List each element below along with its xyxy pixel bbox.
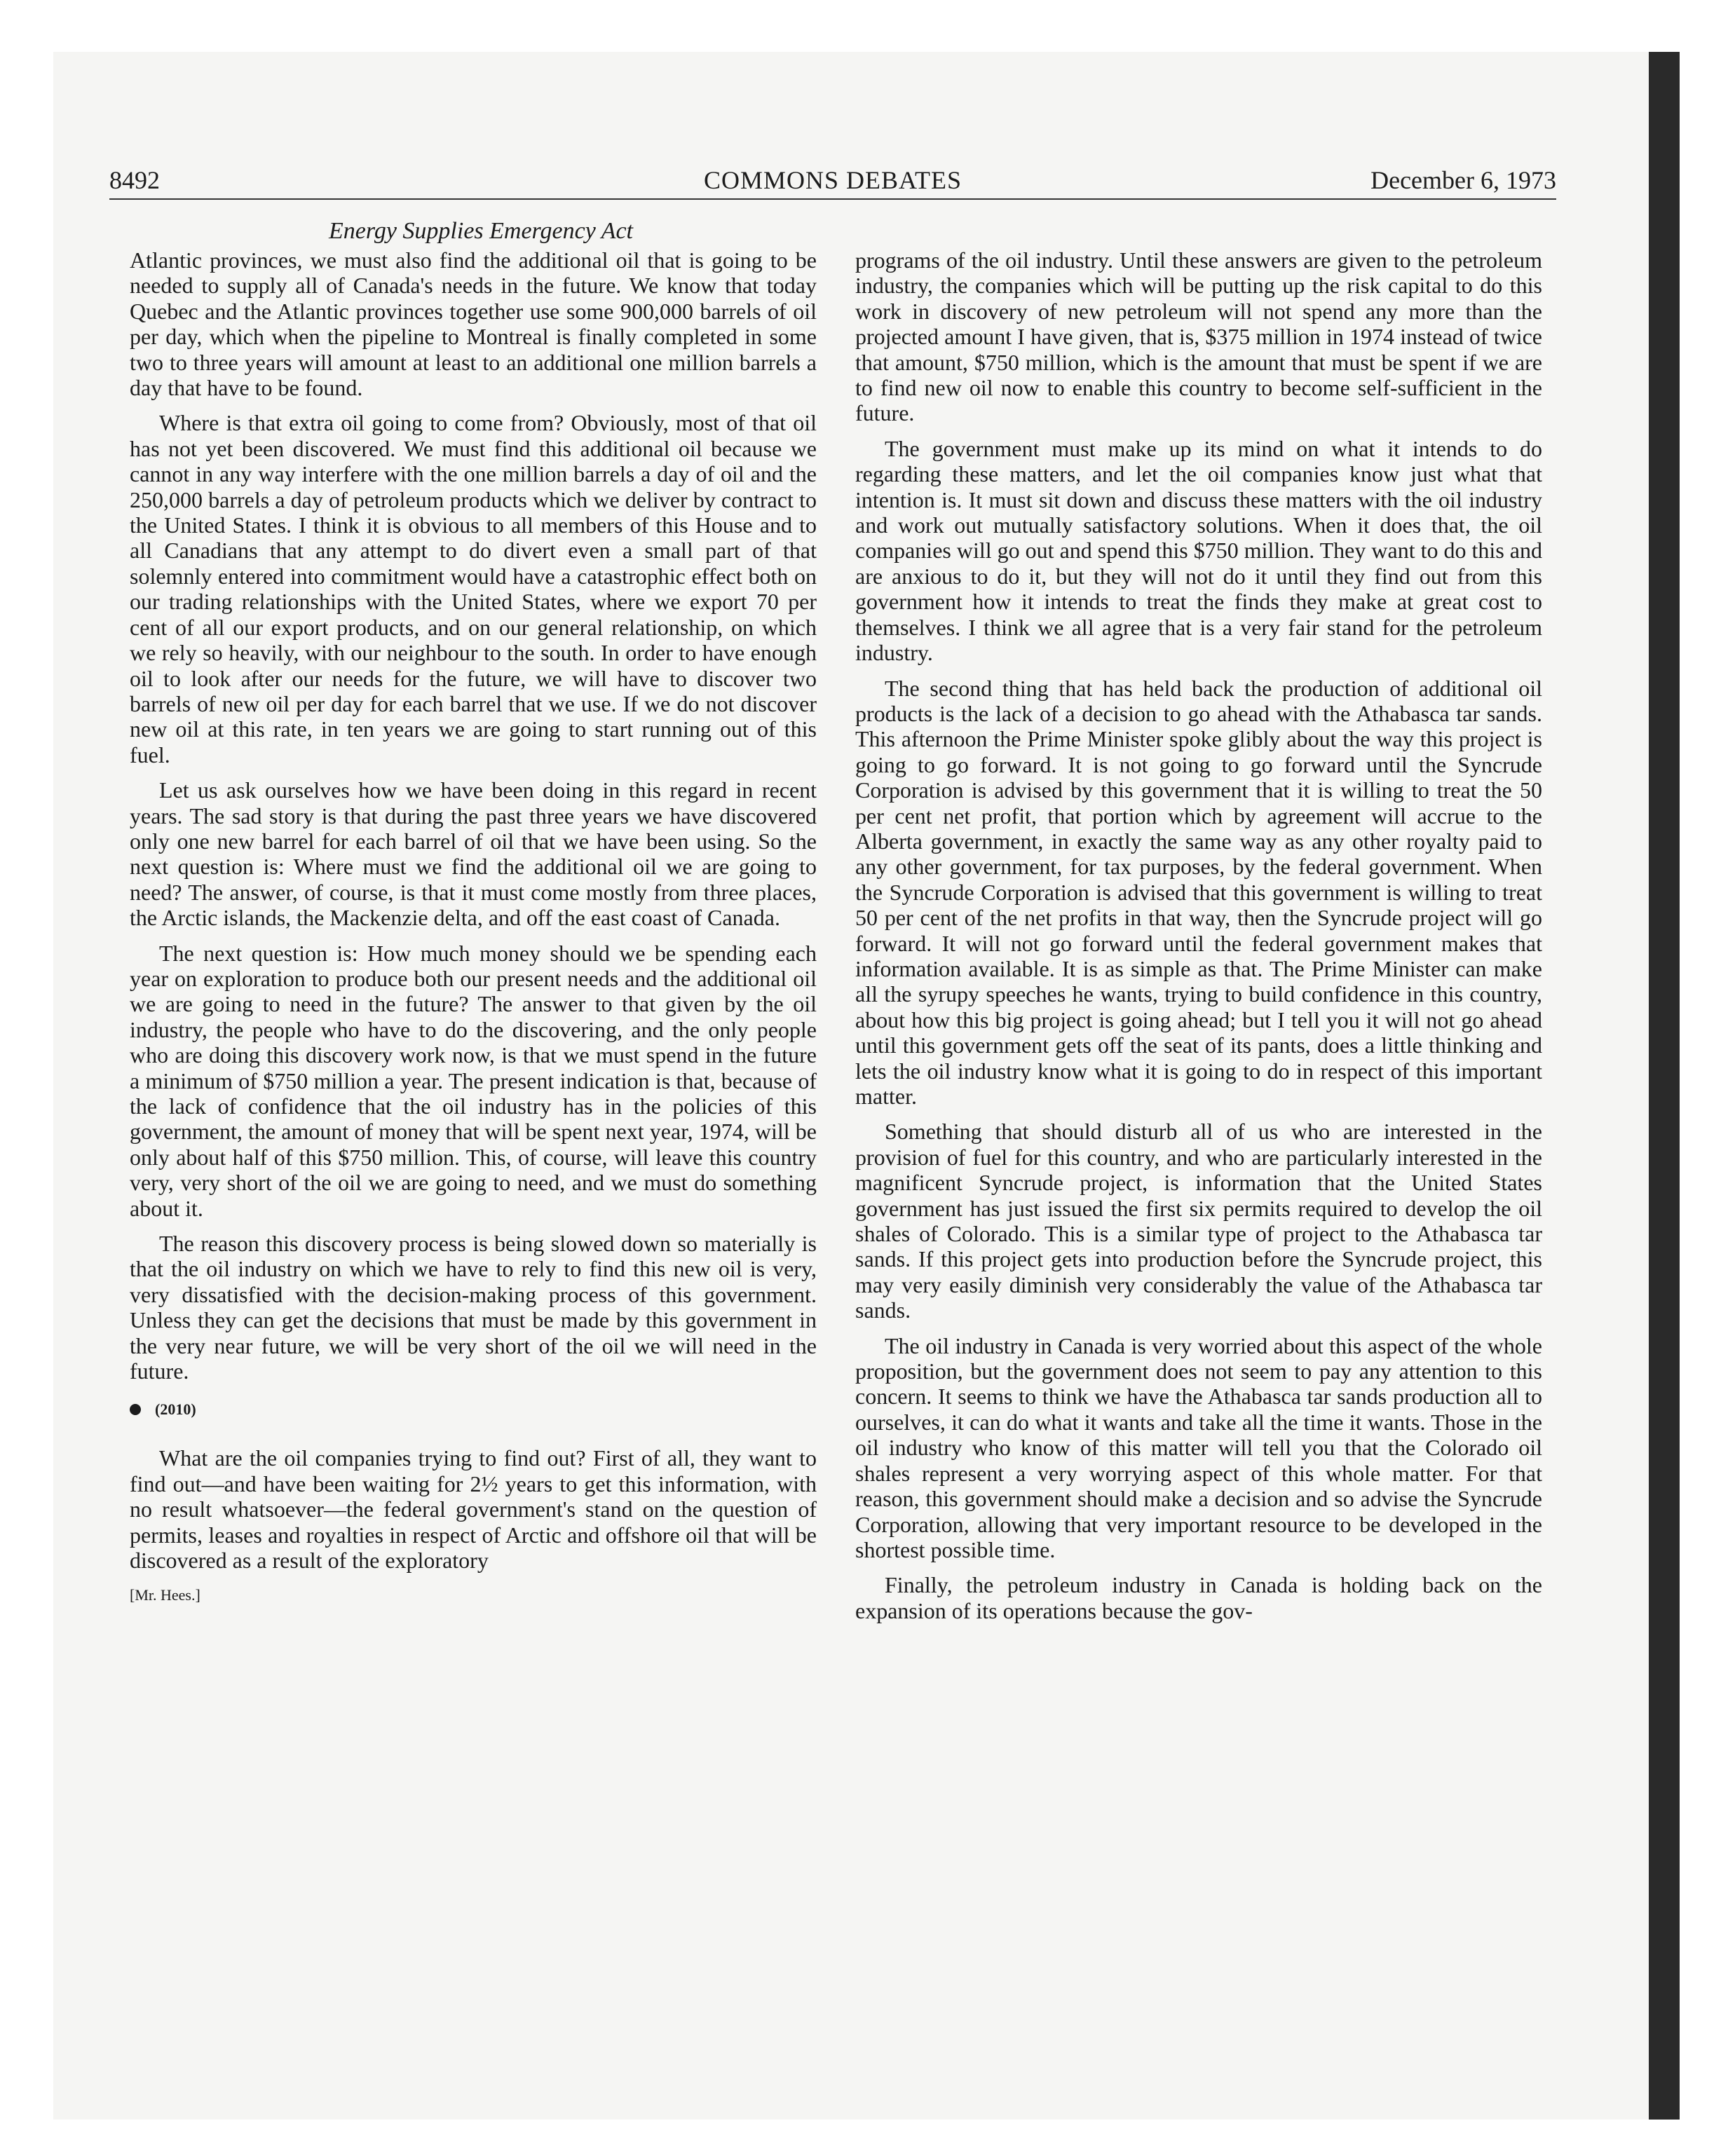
left-column bbox=[130, 247, 817, 1606]
paragraph: The reason this discovery process is being slowed down so materially is that the oil industry on which we have to rely to find this new oil is very, very dissatisfied with the decision-making process of this government. Unless they can get the decisions that must be made by this government in the very near future, we will be very short of the oil we will need in the future. bbox=[130, 1231, 817, 1384]
paragraph: The second thing that has held back the production of additional oil products is the lack of a decision to go ahead with the Athabasca tar sands. This afternoon the Prime Minister spoke glibly about the way this project is going to go forward. It is not going to go forward until the Syncrude Corporation is advised by this government that it is willing to treat the 50 per cent net profit, that portion which by agreement will accrue to the Alberta government, in exactly the same way as any other royalty paid to any other government, for tax purposes, by the federal government. When the Syncrude Corporation is advised that this government is willing to treat 50 per cent of the net profits in that way, then the Syncrude project will go forward. It will not go forward until the federal government makes that information available. It is as simple as that. The Prime Minister can make all the syrupy speeches he wants, trying to build confidence in this country, about how this big project is going ahead; but I tell you it will not go ahead until this government gets off the seat of its pants, does a little thinking and lets the oil industry know what it is going to do in respect of this important matter. bbox=[855, 675, 1542, 1109]
bullet-dot-icon bbox=[130, 1404, 141, 1415]
publication-title: COMMONS DEBATES bbox=[703, 166, 962, 194]
paragraph: Where is that extra oil going to come from? Obviously, most of that oil has not yet been discovered. We must find this additional oil because we cannot in any way interfere with the one million barrels a day of oil and the 250,000 barrels a day of petroleum products which we deliver by contract to the United States. I think it is obvious to all members of this House and to all Canadians that any attempt to do divert even a small part of that solemnly entered into commitment would have a catastrophic effect both on our trading relationships with the United States, where we export 70 per cent of all our export products, and on our general relationship, on which we rely so heavily, with our neighbour to the south. In order to have enough oil to look after our needs for the future, we will have to discover two barrels of new oil per day for each barrel that we use. If we do not discover new oil at this rate, in ten years we are going to start running out of this fuel. bbox=[130, 410, 817, 767]
right-column bbox=[855, 247, 1542, 1633]
section-subheading: Energy Supplies Emergency Act bbox=[329, 218, 633, 244]
running-header bbox=[109, 163, 1556, 198]
paragraph: The next question is: How much money should we be spending each year on exploration to produce both our present needs and the additional oil we are going to need in the future? The answer to that given by the oil industry, the people who have to do the discovering, and the only people who are doing this discovery work now, is that we must spend in the future a minimum of $750 million a year. The present indication is that, because of the lack of confidence that the oil industry has in the policies of this government, the amount of money that will be spent next year, 1974, will be only about half of this $750 million. This, of course, will leave this country very, very short of the oil we are going to need, and we must do something about it. bbox=[130, 940, 817, 1221]
paragraph: Atlantic provinces, we must also find the additional oil that is going to be needed to supply all of Canada's needs in the future. We know that today Quebec and the Atlantic provinces together use some 900,000 barrels of oil per day, which when the pipeline to Montreal is finally completed in some two to three years will amount at least to an additional one million barrels a day that have to be found. bbox=[130, 247, 817, 401]
paragraph: Finally, the petroleum industry in Canada is holding back on the expansion of its operations because the gov- bbox=[855, 1572, 1542, 1623]
paragraph: programs of the oil industry. Until these answers are given to the petroleum industry, the companies which will be putting up the risk capital to do this work in discovery of new petroleum will not spend any more than the projected amount I have given, that is, $375 million in 1974 instead of twice that amount, $750 million, which is the amount that must be spent if we are to find new oil now to enable this country to become self-sufficient in the future. bbox=[855, 247, 1542, 426]
paragraph: Something that should disturb all of us who are interested in the provision of fuel for this country, and who are particularly interested in the magnificent Syncrude project, is information that the United States government has just issued the first six permits required to develop the oil shales of Colorado. This is a similar type of project to the Athabasca tar sands. If this project gets into production before the Syncrude project, this may very easily diminish very considerably the value of the Athabasca tar sands. bbox=[855, 1119, 1542, 1323]
header-rule bbox=[109, 198, 1556, 200]
paragraph: The government must make up its mind on what it intends to do regarding these matters, and let the oil companies know just what that intention is. It must sit down and discuss these matters with the oil industry and work out mutually satisfactory solutions. When it does that, the oil companies will go out and spend this $750 million. They want to do this and are anxious to do it, but they will not do it until they find out from this government how it intends to treat the finds they make at great cost to themselves. I think we all agree that is a very fair stand for the petroleum industry. bbox=[855, 435, 1542, 666]
page-number: 8492 bbox=[109, 166, 160, 194]
paragraph: The oil industry in Canada is very worried about this aspect of the whole proposition, but the government does not seem to pay any attention to this concern. It seems to think we have the Athabasca tar sands production all to ourselves, it can do what it wants and take all the time it wants. Those in the oil industry who know of this matter will tell you that the Colorado oil shales represent a very worrying aspect of this whole matter. For that reason, this government should make a decision and so advise the Syncrude Corporation, allowing that very important resource to be developed in the shortest possible time. bbox=[855, 1332, 1542, 1562]
time-marker bbox=[130, 1399, 817, 1420]
speaker-attribution: [Mr. Hees.] bbox=[130, 1585, 200, 1604]
paragraph: Let us ask ourselves how we have been doing in this regard in recent years. The sad story is that during the past three years we have discovered only one new barrel for each barrel of oil that we have been using. So the next question is: Where must we find the additional oil we are going to need? The answer, of course, is that it must come mostly from three places, the Arctic islands, the Mackenzie delta, and off the east coast of Canada. bbox=[130, 777, 817, 931]
time-marker-text: (2010) bbox=[155, 1400, 196, 1419]
scan-edge-shadow bbox=[1649, 52, 1680, 2120]
paragraph: What are the oil companies trying to find out? First of all, they want to find out—and have been waiting for 2½ years to get this information, with no result whatsoever—the federal government's stand on the question of permits, leases and royalties in respect of Arctic and offshore oil that will be discovered as a result of the exploratory bbox=[130, 1445, 817, 1574]
header-date: December 6, 1973 bbox=[1370, 166, 1556, 194]
